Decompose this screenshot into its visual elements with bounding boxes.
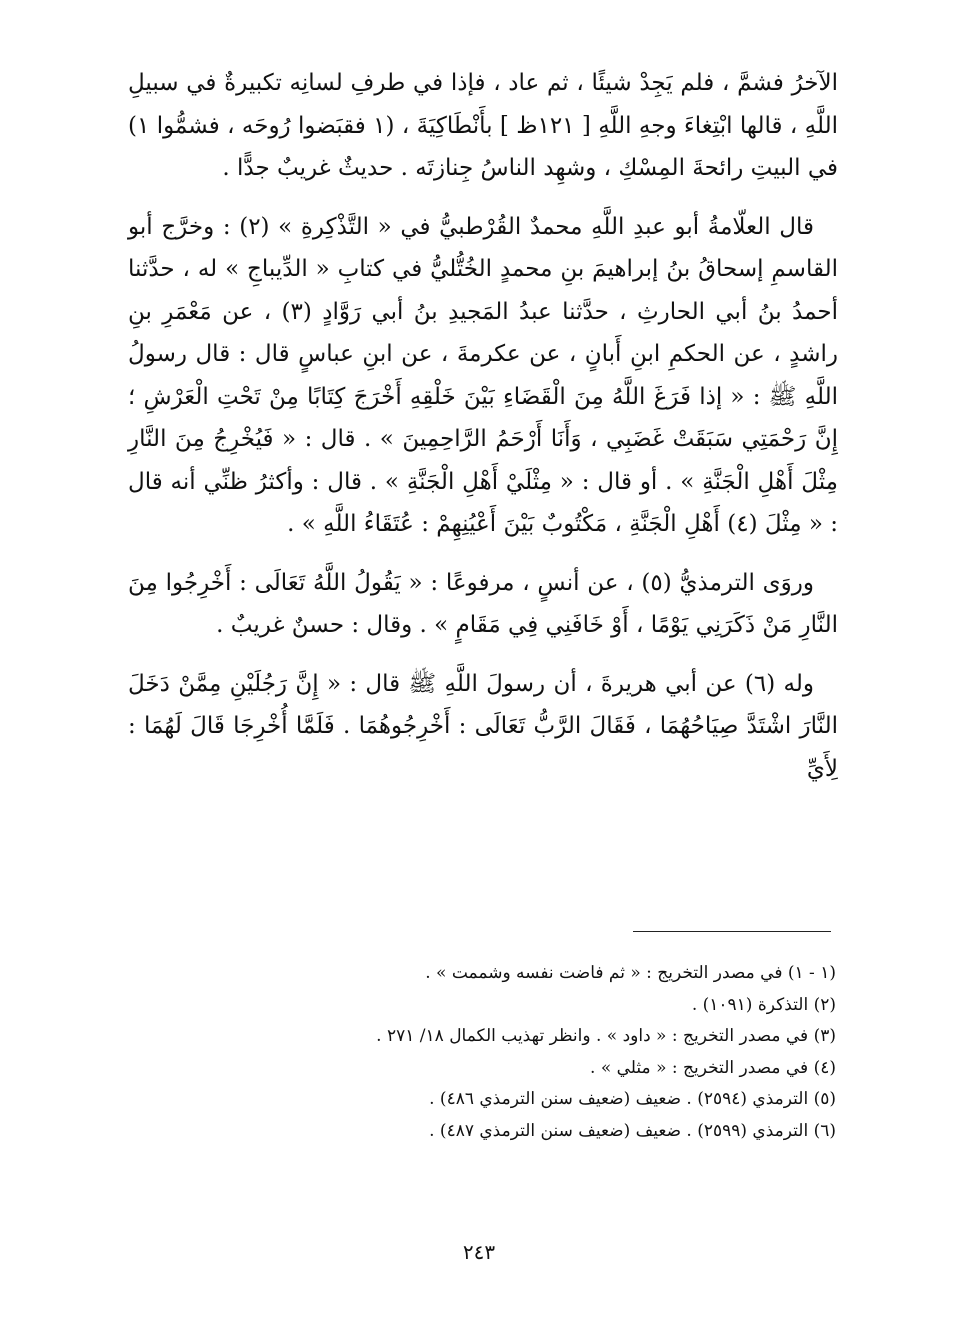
footnotes [128,958,836,1147]
paragraph: وروَى الترمذيُّ (٥) ، عن أنسٍ ، مرفوعًا : « يَقُولُ اللَّهُ تَعَالَى : أَخْرِجُوا مِنَ النَّارِ مَنْ ذَكَرَنِي يَوْمًا ، أَوْ خَافَنِي فِي مَقَامٍ » . وقال : حسنٌ غريبٌ . [128,569,838,638]
main-text [128,62,838,790]
footnote: (٥) الترمذي (٢٥٩٤) . ضعيف (ضعيف سنن الترمذي ٤٨٦) . [429,1089,836,1109]
footnote: (٤) في مصدر التخريج : « مثلي » . [590,1057,836,1078]
paragraph: وله (٦) عن أبي هريرةَ ، أن رسولَ اللَّهِ ﷺ قال : « إِنَّ رَجُلَيْنِ مِمَّنْ دَخَلَ النَّارَ اشْتَدَّ صِيَاحُهُمَا ، فَقَالَ الرَّبُّ تَعَالَى : أَخْرِجُوهُمَا . فَلَمَّا أُخْرِجَا قَالَ لَهُمَا : لِأَيِّ [128,670,838,782]
footnote: (٦) الترمذي (٢٥٩٩) . ضعيف (ضعيف سنن الترمذي ٤٨٧) . [429,1120,836,1141]
paragraph: قال العلّامةُ أبو عبدِ اللَّهِ محمدٌ القُرْطبيُّ في « التَّذْكِرةِ » (٢) : وخرَّج أبو القاسمِ إسحاقُ بنُ إبراهيمَ بنِ محمدٍ الخُتُّليُّ في كتابِ « الدِّيباجِ » له ، حدَّثنا أحمدُ بنُ أبي الحارثِ ، حدَّثنا عبدُ المَجيدِ بنُ أبي رَوَّادٍ (٣) ، عن مَعْمَرِ بنِ راشدٍ ، عن الحكمِ ابنِ أَبانٍ ، عن عكرمةَ ، عن ابنِ عباسٍ قال : قال رسولُ اللَّهِ ﷺ : « إذا فَرَغَ اللَّهُ مِنَ الْقَضَاءِ بَيْنَ خَلْقِهِ أَخْرَجَ كِتَابًا مِنْ تَحْتِ الْعَرْشِ ؛ إِنَّ رَحْمَتِي سَبَقَتْ غَضَبِي ، وَأَنَا أَرْحَمُ الرَّاحِمِينَ » . قال : « فَيُخْرِجُ مِنَ النَّارِ مِثْلَ أَهْلِ الْجَنَّةِ » . أو قال : « مِثْلَيْ أَهْلِ الْجَنَّةِ » . قال : وأكثرُ ظنِّي أنه قال : « مِثْلَ (٤) أَهْلِ الْجَنَّةِ ، مَكْتُوبٌ بَيْنَ أَعْيُنِهِمْ : عُتَقَاءُ اللَّهِ » . [128,213,839,537]
footnote: (٢) التذكرة (١٠٩١) . [691,994,836,1015]
footnote: (١ - ١) في مصدر التخريج : « ثم فاضت نفسه وشممت » . [425,963,836,983]
page-number: ٢٤٣ [462,1240,496,1264]
paragraph: الآخرُ فشمَّ ، فلم يَجِدْ شيئًا ، ثم عاد ، فإذا في طرفِ لسانِه تكبيرةٌ في سبيلِ اللَّهِ ، قالها ابْتِغاءَ وجهِ اللَّهِ [ ١٢١ظ ] بأَنْطَاكِيَةَ ، (١ فقبَضوا رُوحَه ، فشمُّوا ١) في البيتِ رائحةَ المِسْكِ ، وشهِد الناسُ جِنازتَه . حديثٌ غريبٌ جدًّا . [128,70,838,181]
footnote-divider [633,931,831,932]
footnote: (٣) في مصدر التخريج : « داود » . وانظر تهذيب الكمال ١٨/ ٢٧١ . [376,1026,836,1046]
